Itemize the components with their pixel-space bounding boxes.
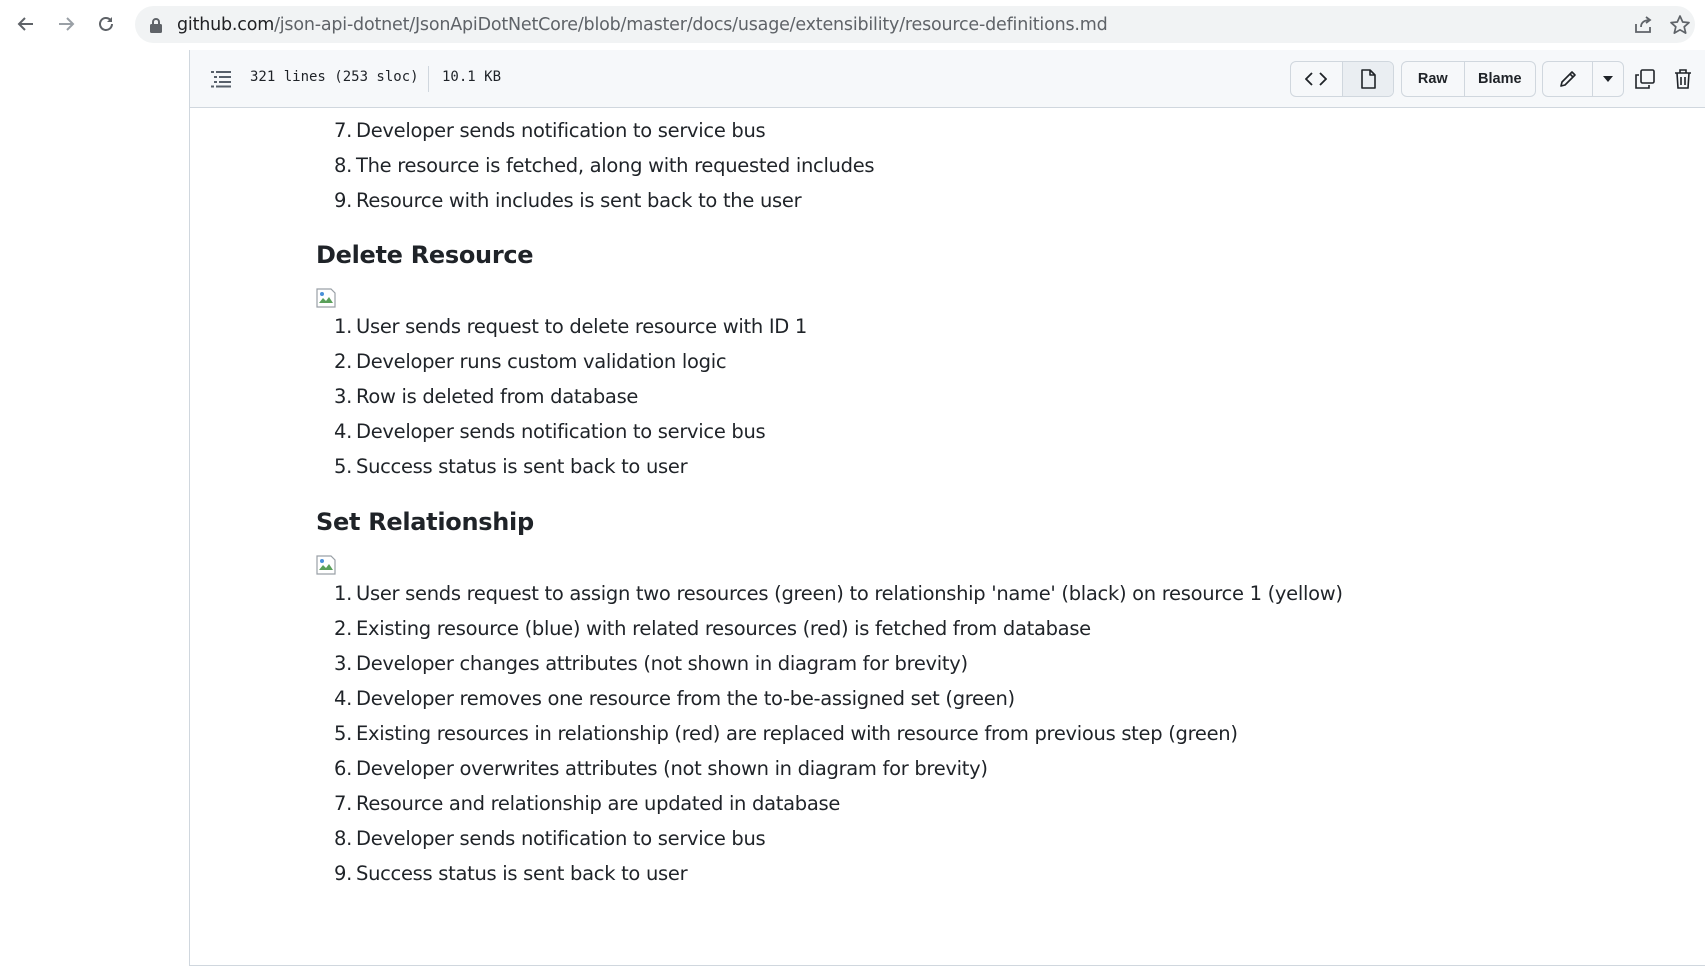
list-item [316,148,1616,183]
list-number: 8. [333,154,352,177]
list-text: Developer sends notification to service bus [356,119,766,142]
list-number: 4. [333,420,352,443]
list-number: 6. [333,757,352,780]
copy-icon [1635,69,1655,89]
list-number: 4. [333,687,352,710]
list-number: 5. [333,722,352,745]
list-item [316,576,1616,611]
list-text: Success status is sent back to user [356,862,688,885]
preview-button[interactable] [1342,62,1394,96]
broken-image-icon[interactable] [316,555,336,575]
list-text: Success status is sent back to user [356,455,688,478]
list-text: Developer sends notification to service bus [356,420,766,443]
broken-image-icon[interactable] [316,288,336,308]
set-relationship-steps [316,576,1616,891]
list-number: 9. [333,189,352,212]
list-number: 8. [333,827,352,850]
url-path: /json-api-dotnet/JsonApiDotNetCore/blob/master/docs/usage/extensibility/resource-definitions.md [274,15,1108,35]
delete-steps [316,309,1616,484]
browser-toolbar [0,0,1705,50]
file-panel [189,50,1705,966]
list-text: Row is deleted from database [356,385,639,408]
markdown-body [316,108,1616,891]
list-text: User sends request to delete resource with ID 1 [356,315,808,338]
arrow-right-icon [56,14,76,34]
list-text: Existing resource (blue) with related resources (red) is fetched from database [356,617,1091,640]
list-text: Resource and relationship are updated in database [356,792,841,815]
url-text[interactable] [177,15,1108,35]
list-item [316,751,1616,786]
list-text: The resource is fetched, along with requested includes [356,154,875,177]
address-bar[interactable] [135,6,1695,43]
list-item [316,646,1616,681]
list-item [316,344,1616,379]
code-icon [1305,71,1327,87]
raw-button[interactable]: Raw [1417,71,1448,87]
delete-button[interactable] [1672,68,1694,90]
outline-button[interactable] [208,66,234,92]
top-list [316,113,1616,218]
raw-blame-group [1401,61,1536,97]
list-item [316,309,1616,344]
code-view-button[interactable] [1291,62,1342,96]
list-item [316,113,1616,148]
file-header [190,50,1705,108]
edit-button[interactable] [1543,62,1592,96]
list-text: Developer removes one resource from the to-be-assigned set (green) [356,687,1015,710]
pencil-icon [1558,69,1578,89]
list-number: 3. [333,652,352,675]
list-number: 5. [333,455,352,478]
list-number: 1. [333,315,352,338]
list-text: Developer overwrites attributes (not shown in diagram for brevity) [356,757,988,780]
blame-button[interactable]: Blame [1464,62,1535,96]
list-item [316,449,1616,484]
left-gutter [0,50,189,972]
list-item [316,414,1616,449]
list-number: 9. [333,862,352,885]
list-text: User sends request to assign two resources (green) to relationship 'name' (black) on resource 1 (yellow) [356,582,1343,605]
list-item [316,183,1616,218]
list-text: Developer sends notification to service bus [356,827,766,850]
list-item [316,681,1616,716]
arrow-left-icon [16,14,36,34]
section-heading-set-relationship: Set Relationship [316,508,534,536]
star-icon[interactable] [1669,14,1691,36]
list-number: 2. [333,617,352,640]
list-item [316,856,1616,891]
view-toggle [1290,61,1394,97]
list-number: 7. [333,792,352,815]
edit-more-button[interactable] [1592,62,1623,96]
reload-button[interactable] [89,7,123,41]
section-heading-delete: Delete Resource [316,241,534,269]
share-icon[interactable] [1632,14,1654,36]
list-text: Developer runs custom validation logic [356,350,727,373]
list-text: Existing resources in relationship (red) are replaced with resource from previous step (green) [356,722,1238,745]
list-item [316,611,1616,646]
file-icon [1360,69,1376,89]
copy-button[interactable] [1634,68,1656,90]
list-item [316,379,1616,414]
reload-icon [96,14,116,34]
list-text: Developer changes attributes (not shown in diagram for brevity) [356,652,968,675]
list-number: 1. [333,582,352,605]
list-icon [211,70,231,88]
list-number: 2. [333,350,352,373]
info-divider [428,66,429,92]
forward-button[interactable] [49,7,83,41]
url-host: github.com [177,15,275,35]
back-button[interactable] [9,7,43,41]
list-item [316,716,1616,751]
list-number: 3. [333,385,352,408]
triangle-down-icon [1603,76,1613,82]
size-info: 10.1 KB [442,69,502,85]
lines-info: 321 lines (253 sloc) [250,69,419,85]
list-item [316,786,1616,821]
edit-group [1542,61,1624,97]
list-number: 7. [333,119,352,142]
lock-icon [149,17,163,33]
list-text: Resource with includes is sent back to the user [356,189,802,212]
list-item [316,821,1616,856]
trash-icon [1674,69,1692,89]
